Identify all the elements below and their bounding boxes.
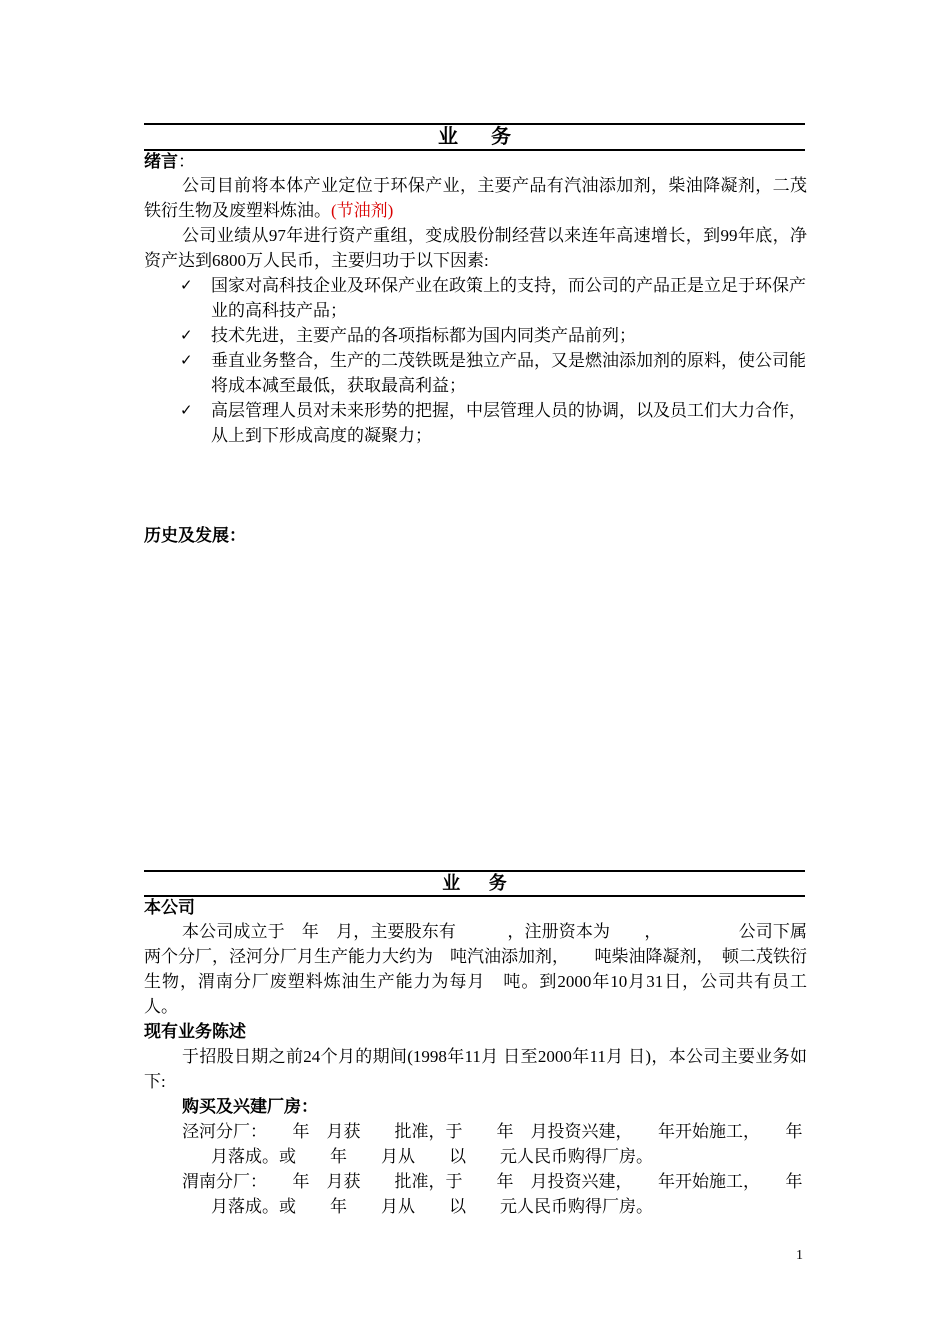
current-business-paragraph: 于招股日期之前24个月的期间(1998年11月 日至2000年11月 日)，本公司主要业务如下: (144, 1047, 807, 1091)
intro-paragraph-2: 公司业绩从97年进行资产重组，变成股份制经营以来连年高速增长，到99年底，净资产达到6800万人民币，主要归功于以下因素: (144, 226, 807, 270)
plant-list (144, 1119, 820, 1219)
company-section (144, 897, 841, 1219)
page-number: 1 (796, 1248, 803, 1263)
purchase-heading: 购买及兴建厂房： (182, 1097, 318, 1116)
note-fuel-saver: (节油剂) (331, 201, 394, 220)
plant-row-jinghe: 泾河分厂： 年 月获 批准，于 年 月投资兴建， 年开始施工， 年 月落成。或 年 月从 以 元人民币购得厂房。 (182, 1122, 820, 1166)
check-icon: ✓ (180, 276, 193, 294)
list-item: ✓ 国家对高科技企业及环保产业在政策上的支持，而公司的产品正是立足于环保产业的高科技产品； (144, 273, 807, 323)
company-heading: 本公司 (144, 898, 195, 917)
check-icon: ✓ (180, 401, 193, 419)
factor-list (144, 273, 807, 448)
list-item: ✓ 技术先进，主要产品的各项指标都为国内同类产品前列； (144, 323, 807, 348)
section-title-2: 业 务 (442, 873, 519, 893)
list-item: ✓ 垂直业务整合，生产的二茂铁既是独立产品，又是燃油添加剂的原料，使公司能将成本减至最低，获取最高利益； (144, 348, 807, 398)
history-heading: 历史及发展： (144, 526, 246, 545)
company-paragraph: 本公司成立于 年 月，主要股东有 ，注册资本为 ， 公司下属两个分厂，泾河分厂月生产能力大约为 吨汽油添加剂， 吨柴油降凝剂， 顿二茂铁衍生物，渭南分厂废塑料炼油生产能力为每月 吨。到2000年10月31日，公司共有员工 人。 (144, 922, 841, 1016)
check-icon: ✓ (180, 351, 193, 369)
check-icon: ✓ (180, 326, 193, 344)
list-item: ✓ 高层管理人员对未来形势的把握，中层管理人员的协调，以及员工们大力合作，从上到下形成高度的凝聚力； (144, 398, 807, 448)
intro-section (144, 151, 807, 448)
current-business-heading: 现有业务陈述 (144, 1022, 246, 1041)
intro-paragraph-1: 公司目前将本体产业定位于环保产业，主要产品有汽油添加剂，柴油降凝剂，二茂铁衍生物及废塑料炼油。(节油剂) (144, 176, 807, 220)
plant-row-weinan: 渭南分厂： 年 月获 批准，于 年 月投资兴建， 年开始施工， 年 月落成。或 年 月从 以 元人民币购得厂房。 (182, 1172, 820, 1216)
intro-heading: 绪言： (144, 152, 195, 171)
section-title: 业 务 (438, 126, 525, 148)
